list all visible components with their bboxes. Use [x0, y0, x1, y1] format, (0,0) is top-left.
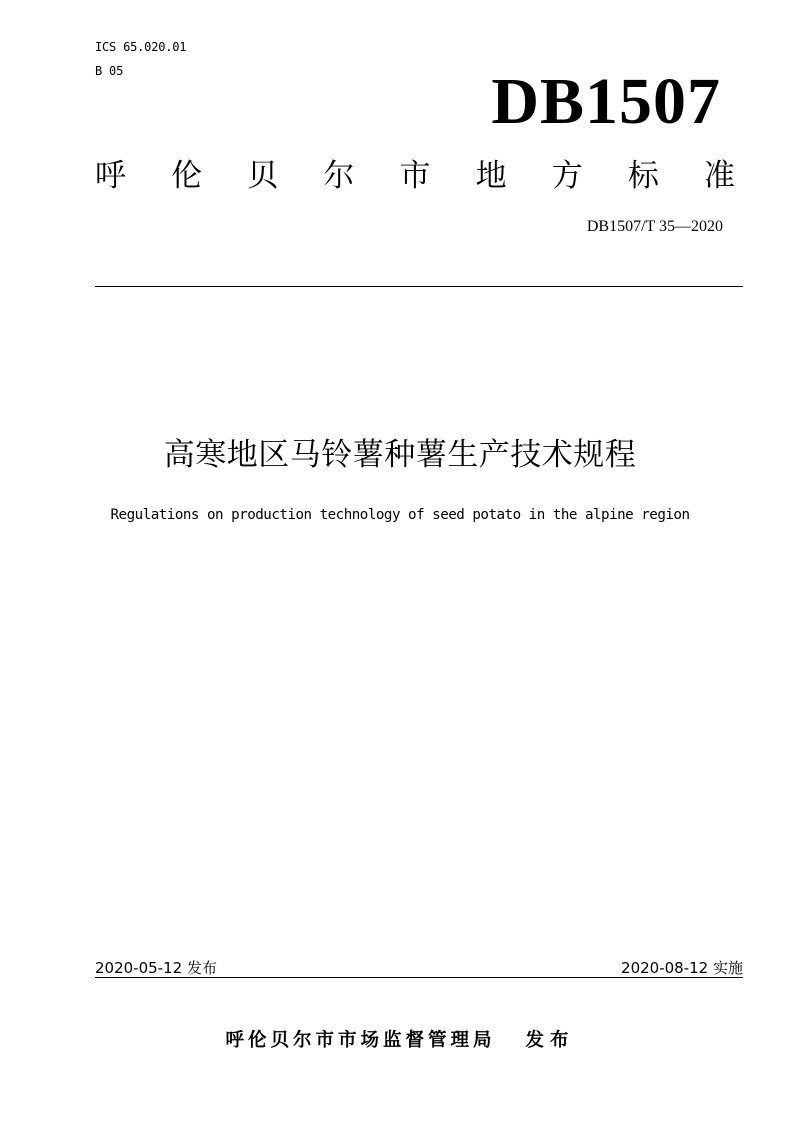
bottom-divider: [95, 977, 743, 978]
ccs-code: B 05: [95, 64, 124, 78]
standard-type-char: 呼: [95, 158, 126, 194]
ics-code: ICS 65.020.01: [95, 40, 187, 54]
document-title-english: Regulations on production technology of seed potato in the alpine region: [110, 507, 690, 523]
issuing-authority: 呼伦贝尔市市场监督管理局: [225, 1030, 496, 1051]
standard-code: DB1507: [491, 65, 721, 138]
document-title: 高寒地区马铃薯种薯生产技术规程: [163, 437, 637, 473]
standard-type-char: 准: [704, 158, 735, 194]
standard-type-char: 伦: [171, 158, 203, 194]
implementation-date: 2020-08-12 实施: [621, 959, 743, 977]
release-date: 2020-05-12 发布: [95, 959, 217, 977]
standard-type-char: 标: [627, 158, 659, 194]
top-divider: [95, 286, 743, 287]
standard-type-char: 尔: [323, 158, 355, 194]
issuer-line: [0, 1028, 800, 1054]
standard-number: DB1507/T 35—2020: [586, 218, 723, 235]
standard-type-char: 方: [551, 158, 583, 194]
issue-label: 发布: [525, 1030, 575, 1051]
standard-type-char: 地: [475, 158, 507, 194]
standard-type: [95, 154, 735, 198]
classification-codes: [95, 40, 186, 88]
standard-type-char: 市: [399, 158, 431, 194]
standard-type-char: 贝: [247, 158, 279, 194]
